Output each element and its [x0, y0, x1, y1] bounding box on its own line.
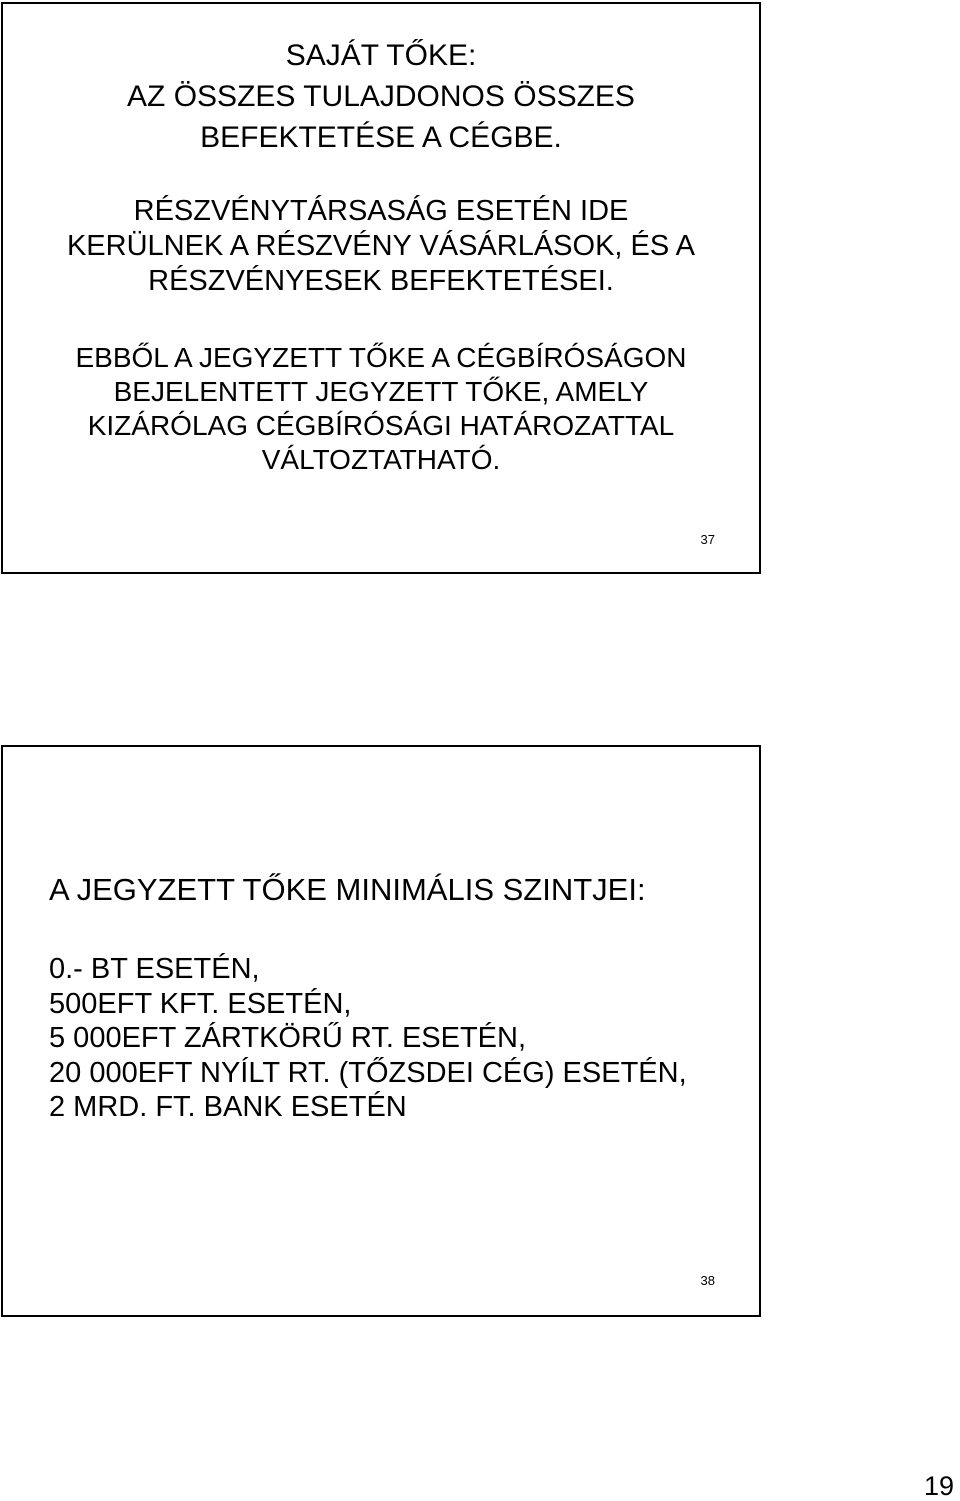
list-item: 20 000EFT NYÍLT RT. (TŐZSDEI CÉG) ESETÉN, [49, 1056, 687, 1089]
slide-37 [1, 2, 761, 574]
list-item: 5 000EFT ZÁRTKÖRŰ RT. ESETÉN, [49, 1022, 527, 1054]
slide-38 [1, 745, 761, 1317]
document-page-number: 19 [923, 1471, 954, 1501]
slide-heading: A JEGYZETT TŐKE MINIMÁLIS SZINTJEI: [49, 872, 646, 907]
slide-page-number: 38 [700, 1273, 715, 1288]
list-item: 500EFT KFT. ESETÉN, [49, 987, 352, 1020]
slide-paragraph-shareholders: RÉSZVÉNYTÁRSASÁG ESETÉN IDE KERÜLNEK A RÉSZVÉNY VÁSÁRLÁSOK, ÉS A RÉSZVÉNYESEK BEFEKTETÉSEI. [66, 195, 696, 297]
minimum-capital-list [49, 952, 687, 1125]
list-item: 2 MRD. FT. BANK ESETÉN [49, 1091, 407, 1123]
slide-paragraph-registered-capital: EBBŐL A JEGYZETT TŐKE A CÉGBÍRÓSÁGON BEJELENTETT JEGYZETT TŐKE, AMELY KIZÁRÓLAG CÉGBÍRÓSÁGI HATÁROZATTAL VÁLTOZTATHATÓ. [75, 342, 687, 475]
slide-title: SAJÁT TŐKE: AZ ÖSSZES TULAJDONOS ÖSSZES BEFEKTETÉSE A CÉGBE. [127, 39, 635, 154]
list-item: 0.- BT ESETÉN, [49, 953, 260, 985]
slide-page-number: 37 [700, 532, 715, 547]
